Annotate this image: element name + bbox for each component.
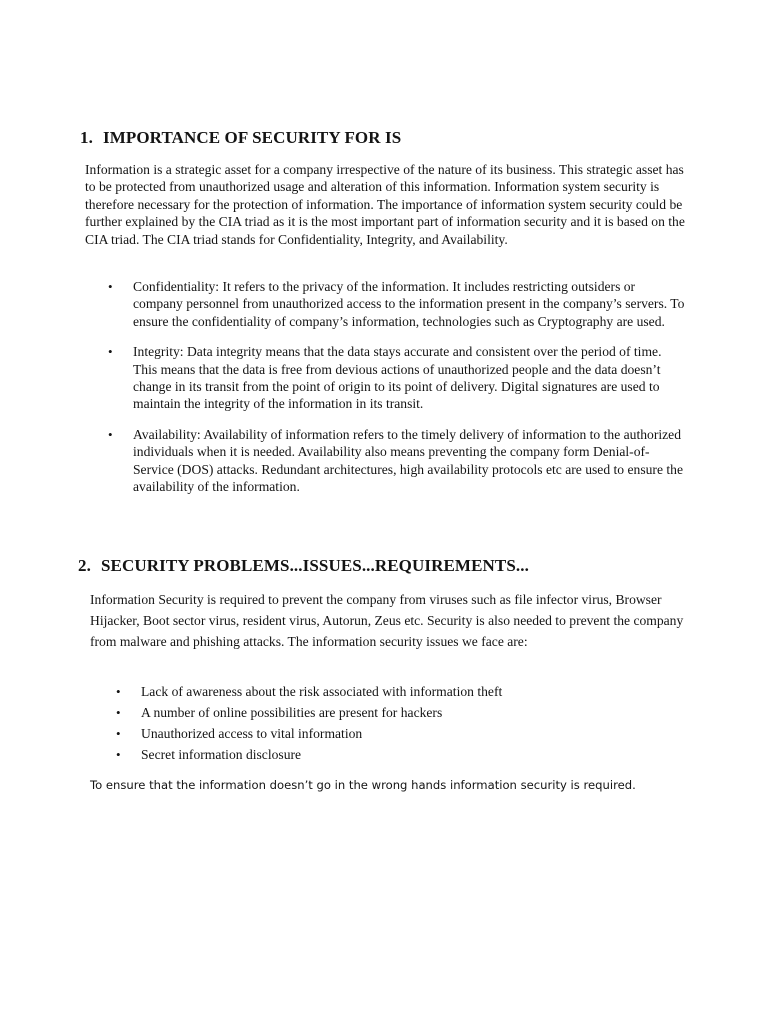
section-1-intro: Information is a strategic asset for a company irrespective of the nature of its business. This strategic asset has to be protected from unauthorized usage and alteration of this information. Information system security is therefore necessary for the protection of information. The importance of information system security could be further explained by the CIA triad as it is the most important part of information security and it is based on the CIA triad. The CIA triad stands for Confidentiality, Integrity, and Availability. [85, 162, 685, 247]
bullet-icon: • [108, 426, 113, 442]
cia-triad-list [108, 278, 688, 508]
list-item-availability [108, 426, 688, 496]
bullet-icon: • [108, 344, 113, 360]
bullet-icon: • [116, 726, 121, 741]
section-2-heading [78, 556, 529, 576]
list-item [116, 702, 676, 723]
list-item-text: Secret information disclosure [141, 747, 302, 762]
list-item-text: Integrity: Data integrity means that the data stays accurate and consistent over the period of time. This means that the data is free from devious actions of unauthorized people and the data doesn’t change in its transit from the point of origin to its point of delivery. Digital signatures are used to maintain the integrity of the information in its transit. [133, 344, 662, 412]
section-2-intro: Information Security is required to prevent the company from viruses such as file infector virus, Browser Hijacker, Boot sector virus, resident virus, Autorun, Zeus etc. Security is also needed to prevent the company from malware and phishing attacks. The information security issues we face are: [90, 592, 684, 650]
list-item [116, 681, 676, 702]
bullet-icon: • [108, 279, 113, 294]
list-item-text: A number of online possibilities are present for hackers [141, 705, 443, 720]
list-item [116, 723, 676, 744]
section-1-title: IMPORTANCE OF SECURITY FOR IS [103, 128, 402, 147]
section-2-number: 2. [78, 556, 91, 575]
bullet-icon: • [116, 684, 121, 699]
list-item-text: Confidentiality: It refers to the privacy of the information. It includes restricting outsiders or company personnel from unauthorized access to the information present in the company’s servers. To ensure the confidentiality of company’s information, technologies such as Cryptography are used. [133, 279, 685, 329]
list-item-text: Unauthorized access to vital information [141, 726, 363, 741]
closing-sentence: To ensure that the information doesn’t go in the wrong hands information security is required. [90, 778, 636, 792]
list-item-confidentiality [108, 278, 688, 330]
section-1-number: 1. [80, 128, 93, 147]
bullet-icon: • [116, 705, 121, 720]
list-item-integrity [108, 343, 688, 413]
section-2-title: SECURITY PROBLEMS...ISSUES...REQUIREMENTS... [101, 556, 529, 575]
list-item-text: Lack of awareness about the risk associated with information theft [141, 684, 503, 699]
list-item-text: Availability: Availability of information refers to the timely delivery of information to the authorized individuals when it is needed. Availability also means preventing the company form Denial-of-Service (DOS) attacks. Redundant architectures, high availability protocols etc are used to ensure the availability of the information. [133, 426, 683, 495]
section-1-heading [80, 128, 401, 148]
bullet-icon: • [116, 747, 121, 762]
security-issues-list [116, 681, 676, 765]
list-item [116, 744, 676, 765]
